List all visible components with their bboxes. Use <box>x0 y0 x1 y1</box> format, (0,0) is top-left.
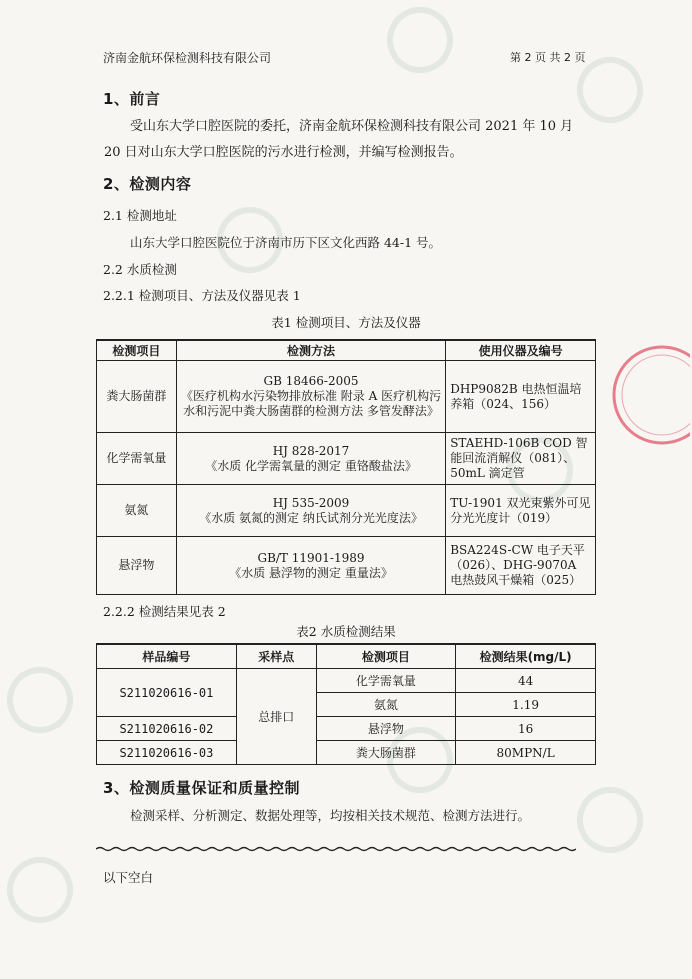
table2-results <box>96 643 596 765</box>
table1-method: HJ 828-2017 《水质 化学需氧量的测定 重铬酸盐法》 <box>176 433 445 485</box>
table1-header-instrument: 使用仪器及编号 <box>446 340 596 361</box>
table2-caption: 表2 水质检测结果 <box>296 624 396 639</box>
table1-methods <box>96 339 596 595</box>
section1-title: 1、前言 <box>103 90 161 108</box>
section2-title: 2、检测内容 <box>103 175 192 193</box>
table2-sample-id: S211020616-01 <box>97 669 237 717</box>
company-seal-stamp <box>600 335 690 455</box>
header-company: 济南金航环保检测科技有限公司 <box>103 51 272 65</box>
table2-sample-id: S211020616-03 <box>97 741 237 765</box>
table2-sample-id: S211020616-02 <box>97 717 237 741</box>
table1-instrument: DHP9082B 电热恒温培养箱（024、156） <box>446 361 596 433</box>
wavy-divider <box>96 846 576 852</box>
table2-site: 总排口 <box>236 669 316 765</box>
blank-note: 以下空白 <box>103 870 154 885</box>
section221-heading: 2.2.1 检测项目、方法及仪器见表 1 <box>103 288 301 303</box>
table1-header-item: 检测项目 <box>97 340 177 361</box>
table1-instrument: BSA224S-CW 电子天平（026）、DHG-9070A 电热鼓风干燥箱（025） <box>446 537 596 595</box>
table2-item: 粪大肠菌群 <box>316 741 456 765</box>
table1-method: GB/T 11901-1989 《水质 悬浮物的测定 重量法》 <box>176 537 445 595</box>
section222-heading: 2.2.2 检测结果见表 2 <box>103 604 226 619</box>
table1-item: 悬浮物 <box>97 537 177 595</box>
table1-item: 化学需氧量 <box>97 433 177 485</box>
table2-item: 悬浮物 <box>316 717 456 741</box>
section21-heading: 2.1 检测地址 <box>103 208 177 223</box>
table2-result: 1.19 <box>456 693 596 717</box>
address-text: 山东大学口腔医院位于济南市历下区文化西路 44-1 号。 <box>130 235 442 250</box>
table1-instrument: TU-1901 双光束紫外可见分光光度计（019） <box>446 485 596 537</box>
table1-caption: 表1 检测项目、方法及仪器 <box>271 315 421 330</box>
table2-item: 化学需氧量 <box>316 669 456 693</box>
table2-header-site: 采样点 <box>236 644 316 669</box>
table2-item: 氨氮 <box>316 693 456 717</box>
table1-item: 氨氮 <box>97 485 177 537</box>
table1-header-method: 检测方法 <box>176 340 445 361</box>
section22-heading: 2.2 水质检测 <box>103 262 177 277</box>
table1-method: HJ 535-2009 《水质 氨氮的测定 纳氏试剂分光光度法》 <box>176 485 445 537</box>
header-page-info: 第 2 页 共 2 页 <box>510 51 586 64</box>
table1-item: 粪大肠菌群 <box>97 361 177 433</box>
section3-title: 3、检测质量保证和质量控制 <box>103 779 300 797</box>
table2-header-result: 检测结果(mg/L) <box>456 644 596 669</box>
table2-header-sample: 样品编号 <box>97 644 237 669</box>
table1-method: GB 18466-2005 《医疗机构水污染物排放标准 附录 A 医疗机构污水和污泥中粪大肠菌群的检测方法 多管发酵法》 <box>176 361 445 433</box>
table2-result: 44 <box>456 669 596 693</box>
table1-instrument: STAEHD-106B COD 智能回流消解仪（081）、50mL 滴定管 <box>446 433 596 485</box>
table2-result: 80MPN/L <box>456 741 596 765</box>
section1-paragraph: 受山东大学口腔医院的委托，济南金航环保检测科技有限公司 2021 年 10 月 20 日对山东大学口腔医院的污水进行检测，并编写检测报告。 <box>104 119 574 160</box>
section3-paragraph: 检测采样、分析测定、数据处理等，均按相关技术规范、检测方法进行。 <box>130 808 531 823</box>
table2-result: 16 <box>456 717 596 741</box>
table2-header-item: 检测项目 <box>316 644 456 669</box>
